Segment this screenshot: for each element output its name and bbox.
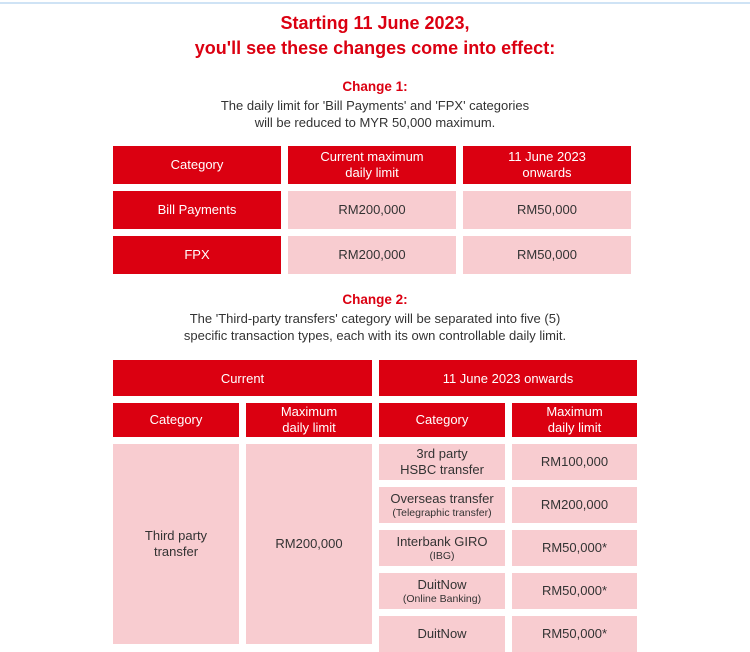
table-header-row [113,146,637,184]
change-2-description-line2: specific transaction types, each with its own controllable daily limit. [183,328,567,343]
change-1-table [113,146,637,274]
cell-bill-payments-new-text: RM50,000 [517,202,577,217]
subheader-right-category [379,403,505,437]
header-cell-current-limit-line2: daily limit [345,165,399,180]
cell-duitnow-online-banking-category [379,573,505,609]
table-row [379,616,637,652]
header-cell-category [113,146,281,184]
table-row [113,236,637,274]
group-header-onwards [379,360,637,396]
header-cell-new-limit-line1: 11 June 2023 [508,149,586,164]
group-header-current-text: Current [220,370,265,386]
change-2-description-line1: The 'Third-party transfers' category will be separated into five (5) [189,311,561,326]
cell-fpx-current-text: RM200,000 [338,247,406,262]
cell-interbank-giro-limit [512,530,637,566]
subheader-left-limit-line2: daily limit [282,420,336,435]
change-1-section [0,78,750,131]
header-cell-new-limit [463,146,631,184]
page-title-line2: you'll see these changes come into effect: [194,38,556,58]
page-title [0,0,750,61]
row-label-fpx [113,236,281,274]
cell-interbank-giro-sublabel: (IBG) [429,549,455,562]
cell-fpx-current [288,236,456,274]
cell-fpx-new [463,236,631,274]
header-cell-current-limit-line1: Current maximum [320,149,424,164]
change-1-title: Change 1: [342,79,408,94]
cell-duitnow-line1: DuitNow [417,626,467,641]
cell-interbank-giro-line1: Interbank GIRO [396,533,488,549]
cell-duitnow-limit-text: RM50,000* [541,626,608,641]
table-subheader-row [113,403,637,437]
header-cell-current-limit [288,146,456,184]
cell-overseas-transfer-limit-text: RM200,000 [540,497,609,512]
change-2-description [0,310,750,344]
header-cell-new-limit-line2: onwards [522,165,572,180]
change-2-section [0,291,750,344]
cell-3rd-party-hsbc-transfer-line1: 3rd party [416,446,468,461]
table-group-header-row [113,360,637,396]
table-row [379,573,637,609]
cell-bill-payments-current [288,191,456,229]
subheader-left-category [113,403,239,437]
table-row [113,191,637,229]
header-cell-category-line1: Category [170,157,224,172]
cell-3rd-party-hsbc-transfer-line2: HSBC transfer [400,462,484,477]
cell-third-party-transfer-limit-text: RM200,000 [275,536,343,551]
subheader-left-limit-line1: Maximum [280,404,338,419]
cell-duitnow-online-banking-line1: DuitNow [417,576,467,592]
table-body [113,444,637,652]
cell-bill-payments-new [463,191,631,229]
change-2-table [113,360,637,652]
current-side-body [113,444,372,652]
cell-3rd-party-hsbc-transfer-category [379,444,505,480]
table-row [379,444,637,480]
cell-third-party-transfer-limit [246,444,372,644]
row-label-bill-payments-text: Bill Payments [157,202,237,217]
subheader-left-category-text: Category [149,412,203,427]
table-row [379,530,637,566]
cell-duitnow-category [379,616,505,652]
change-1-description-line1: The daily limit for 'Bill Payments' and 'FPX' categories [220,98,530,113]
change-2-title: Change 2: [342,292,408,307]
change-1-description-line2: will be reduced to MYR 50,000 maximum. [254,115,496,130]
cell-overseas-transfer-limit [512,487,637,523]
cell-interbank-giro-limit-text: RM50,000* [541,540,608,555]
subheader-left-limit [246,403,372,437]
cell-3rd-party-hsbc-transfer-limit-text: RM100,000 [540,454,609,469]
page-title-line1: Starting 11 June 2023, [280,13,470,33]
subheader-right-limit-line1: Maximum [546,404,603,419]
cell-3rd-party-hsbc-transfer-limit [512,444,637,480]
subheader-right-category-text: Category [415,412,469,427]
cell-duitnow-online-banking-sublabel: (Online Banking) [402,592,482,605]
cell-overseas-transfer-sublabel: (Telegraphic transfer) [392,506,492,519]
onwards-side-body [379,444,637,652]
cell-overseas-transfer-category [379,487,505,523]
cell-duitnow-online-banking-limit-text: RM50,000* [541,583,608,598]
row-label-bill-payments [113,191,281,229]
group-header-current [113,360,372,396]
cell-duitnow-online-banking-limit [512,573,637,609]
change-1-description [0,97,750,131]
cell-duitnow-limit [512,616,637,652]
subheader-right-limit [512,403,637,437]
cell-fpx-new-text: RM50,000 [517,247,577,262]
cell-third-party-transfer-category [113,444,239,644]
group-header-onwards-text: 11 June 2023 onwards [442,370,574,386]
cell-third-party-transfer-category-line2: transfer [153,544,199,559]
row-label-fpx-text: FPX [184,247,210,262]
subheader-right-limit-line2: daily limit [547,420,602,435]
table-row [379,487,637,523]
cell-bill-payments-current-text: RM200,000 [338,202,406,217]
cell-interbank-giro-category [379,530,505,566]
cell-overseas-transfer-line1: Overseas transfer [390,490,494,506]
cell-third-party-transfer-category-line1: Third party [144,528,208,543]
